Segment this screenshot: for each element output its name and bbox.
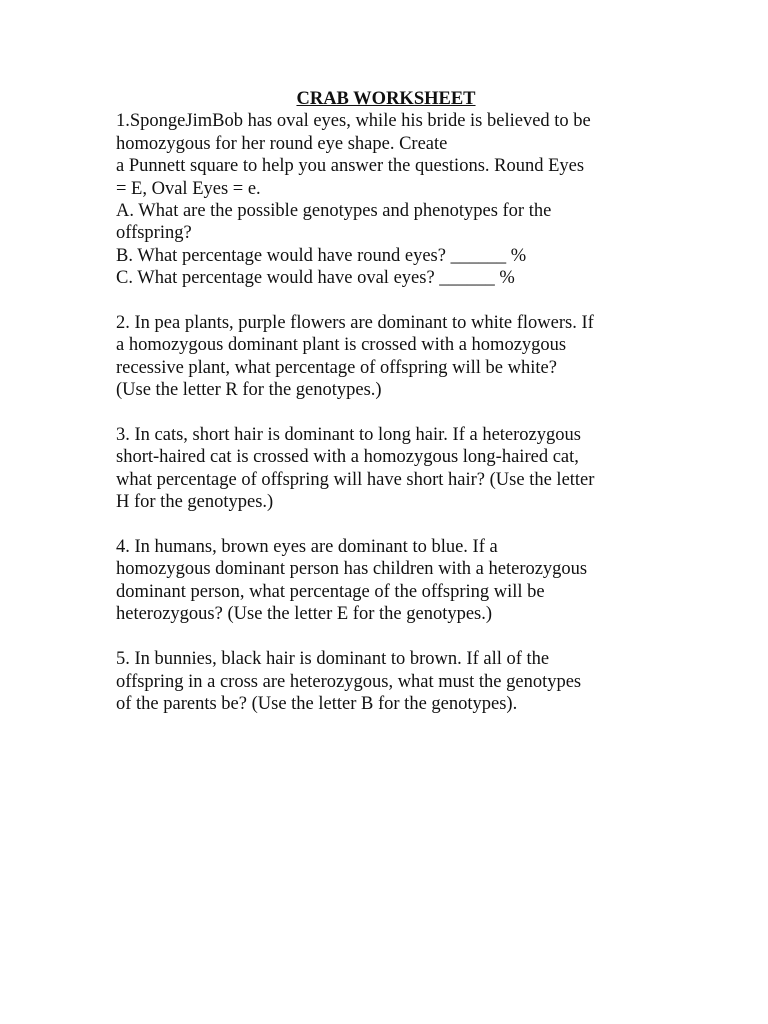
question-4-line: heterozygous? (Use the letter E for the genotypes.) — [116, 604, 493, 625]
question-3-line: short-haired cat is crossed with a homozygous long-haired cat, — [116, 447, 579, 468]
question-5-line: 5. In bunnies, black hair is dominant to brown. If all of the — [116, 649, 550, 670]
question-4-line: 4. In humans, brown eyes are dominant to blue. If a — [116, 537, 498, 558]
question-5-line: of the parents be? (Use the letter B for the genotypes). — [116, 693, 518, 714]
question-1-line: 1.SpongeJimBob has oval eyes, while his bride is believed to be — [116, 111, 591, 132]
question-2-line: a homozygous dominant plant is crossed with a homozygous — [116, 335, 567, 356]
question-1a-line: offspring? — [116, 223, 192, 244]
question-2 — [116, 312, 656, 402]
paragraph-gap — [116, 290, 656, 312]
question-1-line: homozygous for her round eye shape. Create — [116, 133, 448, 154]
question-1a-line: A. What are the possible genotypes and phenotypes for the — [116, 201, 552, 222]
question-3 — [116, 424, 656, 514]
question-2-line: (Use the letter R for the genotypes.) — [116, 380, 382, 401]
question-4-line: homozygous dominant person has children with a heterozygous — [116, 559, 588, 580]
paragraph-gap — [116, 626, 656, 648]
worksheet-title: CRAB WORKSHEET — [296, 89, 476, 109]
question-4 — [116, 536, 656, 626]
question-3-line: 3. In cats, short hair is dominant to long hair. If a heterozygous — [116, 425, 581, 446]
question-5-line: offspring in a cross are heterozygous, what must the genotypes — [116, 671, 582, 692]
question-1c-line: C. What percentage would have oval eyes? ______ % — [116, 268, 515, 289]
worksheet-content — [116, 88, 656, 715]
question-2-line: recessive plant, what percentage of offspring will be white? — [116, 357, 557, 378]
question-4-line: dominant person, what percentage of the offspring will be — [116, 581, 545, 602]
question-1 — [116, 110, 656, 289]
question-1-line: a Punnett square to help you answer the questions. Round Eyes — [116, 156, 585, 177]
question-2-line: 2. In pea plants, purple flowers are dominant to white flowers. If — [116, 313, 594, 334]
paragraph-gap — [116, 402, 656, 424]
question-5 — [116, 648, 656, 715]
paragraph-gap — [116, 514, 656, 536]
question-3-line: H for the genotypes.) — [116, 492, 274, 513]
question-3-line: what percentage of offspring will have short hair? (Use the letter — [116, 469, 595, 490]
question-1b-line: B. What percentage would have round eyes? ______ % — [116, 245, 527, 266]
question-1-line: = E, Oval Eyes = e. — [116, 178, 261, 199]
